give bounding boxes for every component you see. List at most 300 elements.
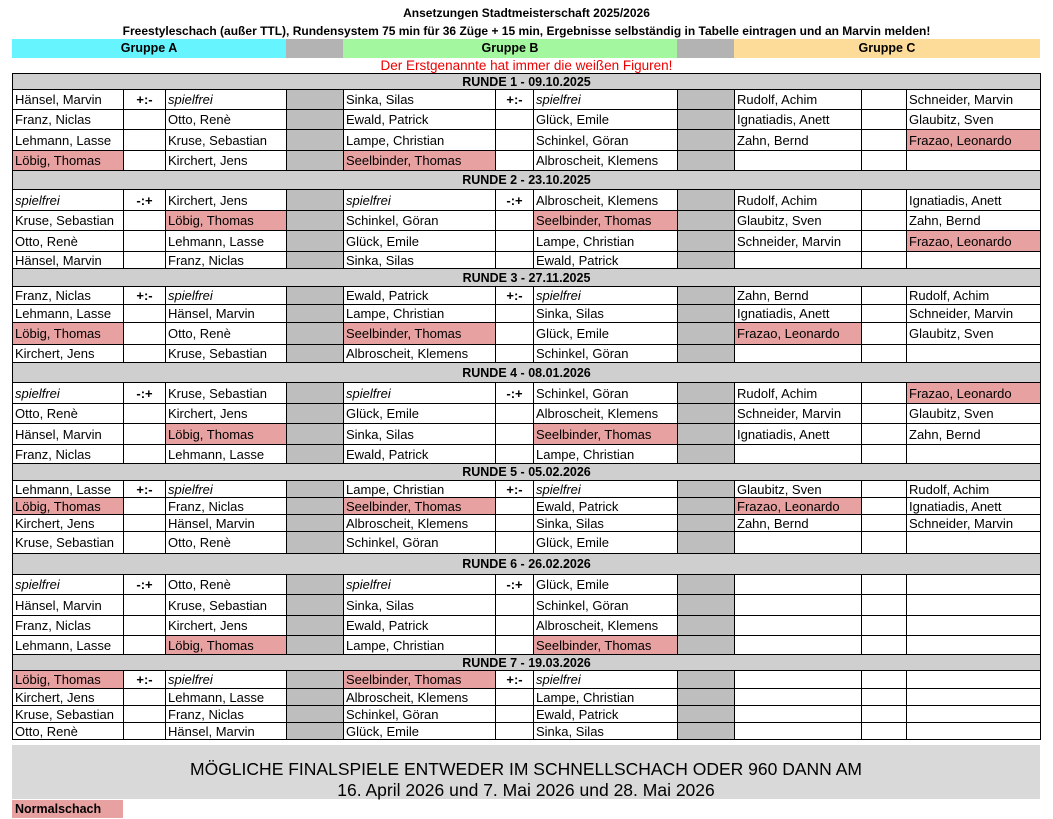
player-cell: Sinka, Silas — [534, 723, 678, 740]
separator-cell — [287, 211, 344, 231]
player-cell: Ignatiadis, Anett — [735, 110, 862, 130]
table-cell — [862, 130, 907, 151]
table-cell — [124, 723, 166, 740]
player-cell: Sinka, Silas — [534, 515, 678, 532]
table-cell — [735, 532, 862, 554]
table-cell — [862, 671, 907, 689]
table-cell — [124, 445, 166, 464]
table-cell — [862, 110, 907, 130]
separator-cell — [678, 636, 735, 655]
player-cell: Albroscheit, Klemens — [534, 616, 678, 636]
player-cell: Hänsel, Marvin — [13, 424, 124, 445]
player-cell: Kirchert, Jens — [13, 345, 124, 363]
player-cell: Kirchert, Jens — [166, 151, 287, 171]
player-cell: Otto, Renè — [13, 404, 124, 424]
table-cell — [907, 595, 1041, 616]
table-cell — [496, 723, 534, 740]
separator-cell — [287, 287, 344, 305]
player-cell: Rudolf, Achim — [735, 90, 862, 110]
table-row — [13, 616, 1041, 636]
table-cell — [124, 498, 166, 515]
player-cell: Lampe, Christian — [534, 445, 678, 464]
table-cell — [124, 636, 166, 655]
separator-cell — [287, 575, 344, 595]
player-cell: Franz, Niclas — [166, 706, 287, 723]
player-cell: spielfrei — [534, 90, 678, 110]
table-cell — [124, 345, 166, 363]
player-cell: Glück, Emile — [534, 532, 678, 554]
table-cell — [735, 689, 862, 706]
player-cell: Rudolf, Achim — [735, 190, 862, 211]
player-cell: Schneider, Marvin — [735, 231, 862, 252]
player-cell: Albroscheit, Klemens — [534, 404, 678, 424]
table-cell — [862, 90, 907, 110]
separator-cell — [678, 616, 735, 636]
table-row — [13, 190, 1041, 211]
table-cell — [862, 595, 907, 616]
table-cell — [735, 151, 862, 171]
table-cell — [907, 445, 1041, 464]
table-cell — [862, 345, 907, 363]
separator-cell — [287, 383, 344, 404]
player-cell: Seelbinder, Thomas — [344, 671, 496, 689]
player-cell: Schneider, Marvin — [907, 515, 1041, 532]
player-cell: Lampe, Christian — [344, 481, 496, 498]
player-cell: Sinka, Silas — [344, 595, 496, 616]
player-cell: Hänsel, Marvin — [166, 305, 287, 323]
separator-cell — [287, 424, 344, 445]
table-cell — [862, 383, 907, 404]
player-cell: Kirchert, Jens — [166, 616, 287, 636]
table-row — [13, 211, 1041, 231]
player-cell: Franz, Niclas — [13, 287, 124, 305]
separator-cell — [678, 595, 735, 616]
player-cell: Lampe, Christian — [344, 305, 496, 323]
player-cell: Frazao, Leonardo — [735, 323, 862, 345]
player-cell: Kirchert, Jens — [13, 515, 124, 532]
score-cell: -:+ — [124, 383, 166, 404]
table-cell — [124, 689, 166, 706]
player-cell: Lehmann, Lasse — [13, 481, 124, 498]
table-row — [13, 481, 1041, 498]
player-cell: Franz, Niclas — [13, 445, 124, 464]
table-cell — [907, 252, 1041, 269]
schedule-table — [12, 73, 1041, 740]
table-row — [13, 532, 1041, 554]
player-cell: Rudolf, Achim — [907, 287, 1041, 305]
round-title: RUNDE 1 - 09.10.2025 — [13, 74, 1041, 90]
table-cell — [862, 616, 907, 636]
separator-cell — [287, 532, 344, 554]
separator-cell — [678, 706, 735, 723]
table-cell — [862, 287, 907, 305]
table-row — [13, 445, 1041, 464]
separator-cell — [678, 404, 735, 424]
player-cell: Ignatiadis, Anett — [735, 424, 862, 445]
player-cell: Lehmann, Lasse — [13, 636, 124, 655]
table-cell — [735, 445, 862, 464]
player-cell: Ewald, Patrick — [344, 287, 496, 305]
table-cell — [735, 706, 862, 723]
group-separator — [286, 39, 343, 58]
table-cell — [496, 636, 534, 655]
player-cell: Kruse, Sebastian — [13, 211, 124, 231]
separator-cell — [678, 305, 735, 323]
separator-cell — [287, 252, 344, 269]
separator-cell — [678, 90, 735, 110]
player-cell: spielfrei — [344, 383, 496, 404]
table-row — [13, 90, 1041, 110]
player-cell: Löbig, Thomas — [13, 151, 124, 171]
score-cell: -:+ — [124, 575, 166, 595]
separator-cell — [287, 671, 344, 689]
player-cell: Seelbinder, Thomas — [344, 323, 496, 345]
round-title: RUNDE 7 - 19.03.2026 — [13, 655, 1041, 671]
table-cell — [907, 706, 1041, 723]
table-row — [13, 404, 1041, 424]
separator-cell — [287, 305, 344, 323]
table-cell — [862, 706, 907, 723]
separator-cell — [287, 723, 344, 740]
table-cell — [124, 515, 166, 532]
legend-normalschach: Normalschach — [12, 800, 123, 818]
player-cell: Ewald, Patrick — [344, 616, 496, 636]
notice-text: Der Erstgenannte hat immer die weißen Figuren! — [380, 58, 673, 73]
player-cell: Seelbinder, Thomas — [344, 151, 496, 171]
table-cell — [862, 636, 907, 655]
table-cell — [735, 616, 862, 636]
table-cell — [124, 305, 166, 323]
separator-cell — [678, 723, 735, 740]
player-cell: Hänsel, Marvin — [13, 252, 124, 269]
player-cell: Albroscheit, Klemens — [344, 515, 496, 532]
player-cell: Sinka, Silas — [344, 424, 496, 445]
player-cell: Glück, Emile — [534, 110, 678, 130]
player-cell: spielfrei — [534, 481, 678, 498]
table-cell — [496, 515, 534, 532]
separator-cell — [287, 616, 344, 636]
table-cell — [124, 130, 166, 151]
separator-cell — [287, 110, 344, 130]
table-cell — [496, 231, 534, 252]
player-cell: Löbig, Thomas — [166, 636, 287, 655]
player-cell: Seelbinder, Thomas — [344, 498, 496, 515]
player-cell: Schinkel, Göran — [534, 595, 678, 616]
player-cell: spielfrei — [13, 383, 124, 404]
player-cell: Kruse, Sebastian — [166, 383, 287, 404]
separator-cell — [678, 424, 735, 445]
player-cell: Ewald, Patrick — [534, 706, 678, 723]
separator-cell — [287, 498, 344, 515]
player-cell: Frazao, Leonardo — [907, 130, 1041, 151]
table-cell — [496, 532, 534, 554]
player-cell: Zahn, Bernd — [735, 130, 862, 151]
player-cell: Glück, Emile — [344, 231, 496, 252]
table-cell — [496, 404, 534, 424]
player-cell: Zahn, Bernd — [735, 515, 862, 532]
player-cell: Schinkel, Göran — [344, 211, 496, 231]
player-cell: Franz, Niclas — [166, 498, 287, 515]
separator-cell — [678, 190, 735, 211]
table-cell — [124, 110, 166, 130]
player-cell: Ignatiadis, Anett — [907, 498, 1041, 515]
round-title: RUNDE 5 - 05.02.2026 — [13, 464, 1041, 481]
player-cell: Sinka, Silas — [534, 305, 678, 323]
player-cell: Glaubitz, Sven — [907, 323, 1041, 345]
player-cell: Albroscheit, Klemens — [344, 345, 496, 363]
table-cell — [862, 481, 907, 498]
table-cell — [496, 345, 534, 363]
player-cell: Franz, Niclas — [166, 252, 287, 269]
round-header — [13, 655, 1041, 671]
player-cell: Hänsel, Marvin — [166, 515, 287, 532]
table-cell — [124, 424, 166, 445]
score-cell: +:- — [124, 481, 166, 498]
separator-cell — [678, 383, 735, 404]
player-cell: Otto, Renè — [166, 110, 287, 130]
separator-cell — [678, 231, 735, 252]
player-cell: Frazao, Leonardo — [907, 231, 1041, 252]
player-cell: spielfrei — [344, 190, 496, 211]
player-cell: Glaubitz, Sven — [907, 110, 1041, 130]
table-cell — [862, 575, 907, 595]
table-row — [13, 383, 1041, 404]
player-cell: Kruse, Sebastian — [13, 706, 124, 723]
separator-cell — [287, 445, 344, 464]
separator-cell — [287, 90, 344, 110]
score-cell: -:+ — [496, 575, 534, 595]
player-cell: Frazao, Leonardo — [907, 383, 1041, 404]
score-cell: +:- — [496, 481, 534, 498]
player-cell: Schneider, Marvin — [735, 404, 862, 424]
table-cell — [862, 532, 907, 554]
score-cell: -:+ — [496, 383, 534, 404]
table-cell — [862, 404, 907, 424]
table-row — [13, 595, 1041, 616]
player-cell: Sinka, Silas — [344, 252, 496, 269]
table-cell — [907, 532, 1041, 554]
final-games-line-1: MÖGLICHE FINALSPIELE ENTWEDER IM SCHNELLSCHACH ODER 960 DANN AM — [190, 759, 862, 779]
score-cell: +:- — [496, 287, 534, 305]
table-row — [13, 498, 1041, 515]
separator-cell — [678, 287, 735, 305]
table-cell — [862, 445, 907, 464]
player-cell: Ewald, Patrick — [344, 110, 496, 130]
table-row — [13, 575, 1041, 595]
player-cell: Schinkel, Göran — [534, 130, 678, 151]
separator-cell — [287, 515, 344, 532]
group-a-header: Gruppe A — [12, 39, 286, 58]
player-cell: Hänsel, Marvin — [166, 723, 287, 740]
table-row — [13, 689, 1041, 706]
player-cell: Kruse, Sebastian — [166, 345, 287, 363]
table-cell — [124, 404, 166, 424]
player-cell: spielfrei — [166, 481, 287, 498]
player-cell: Kruse, Sebastian — [166, 130, 287, 151]
player-cell: Glaubitz, Sven — [735, 211, 862, 231]
table-cell — [907, 723, 1041, 740]
score-cell: +:- — [124, 90, 166, 110]
player-cell: Lampe, Christian — [344, 636, 496, 655]
player-cell: Schneider, Marvin — [907, 305, 1041, 323]
player-cell: Franz, Niclas — [13, 616, 124, 636]
score-cell: +:- — [496, 90, 534, 110]
separator-cell — [287, 636, 344, 655]
player-cell: spielfrei — [534, 287, 678, 305]
page-title: Ansetzungen Stadtmeisterschaft 2025/2026 — [403, 6, 650, 20]
table-cell — [907, 151, 1041, 171]
table-cell — [124, 231, 166, 252]
table-cell — [862, 211, 907, 231]
round-title: RUNDE 2 - 23.10.2025 — [13, 171, 1041, 190]
player-cell: Otto, Renè — [166, 532, 287, 554]
separator-cell — [678, 575, 735, 595]
table-cell — [124, 706, 166, 723]
player-cell: Seelbinder, Thomas — [534, 636, 678, 655]
round-header — [13, 171, 1041, 190]
player-cell: Otto, Renè — [166, 575, 287, 595]
table-cell — [124, 532, 166, 554]
player-cell: Otto, Renè — [13, 723, 124, 740]
player-cell: Sinka, Silas — [344, 90, 496, 110]
player-cell: Lampe, Christian — [534, 231, 678, 252]
separator-cell — [678, 689, 735, 706]
round-title: RUNDE 3 - 27.11.2025 — [13, 269, 1041, 287]
player-cell: Hänsel, Marvin — [13, 90, 124, 110]
table-row — [13, 151, 1041, 171]
player-cell: Kirchert, Jens — [166, 404, 287, 424]
player-cell: Albroscheit, Klemens — [344, 689, 496, 706]
separator-cell — [287, 323, 344, 345]
player-cell: Schinkel, Göran — [534, 383, 678, 404]
table-row — [13, 723, 1041, 740]
score-cell: -:+ — [496, 190, 534, 211]
score-cell: +:- — [496, 671, 534, 689]
player-cell: Ignatiadis, Anett — [735, 305, 862, 323]
player-cell: Albroscheit, Klemens — [534, 190, 678, 211]
player-cell: Löbig, Thomas — [13, 498, 124, 515]
table-row — [13, 323, 1041, 345]
player-cell: Löbig, Thomas — [166, 211, 287, 231]
player-cell: Lehmann, Lasse — [13, 130, 124, 151]
table-cell — [907, 636, 1041, 655]
player-cell: Ewald, Patrick — [534, 252, 678, 269]
table-cell — [862, 424, 907, 445]
round-header — [13, 554, 1041, 575]
table-cell — [862, 323, 907, 345]
round-header — [13, 269, 1041, 287]
player-cell: Ewald, Patrick — [344, 445, 496, 464]
table-cell — [862, 231, 907, 252]
table-cell — [735, 345, 862, 363]
player-cell: Lehmann, Lasse — [166, 231, 287, 252]
player-cell: Kruse, Sebastian — [13, 532, 124, 554]
table-row — [13, 305, 1041, 323]
separator-cell — [287, 706, 344, 723]
round-title: RUNDE 4 - 08.01.2026 — [13, 363, 1041, 383]
table-cell — [496, 110, 534, 130]
score-cell: +:- — [124, 671, 166, 689]
final-games-line-2: 16. April 2026 und 7. Mai 2026 und 28. Mai 2026 — [337, 780, 715, 800]
table-cell — [862, 190, 907, 211]
player-cell: spielfrei — [344, 575, 496, 595]
table-cell — [907, 616, 1041, 636]
player-cell: spielfrei — [166, 671, 287, 689]
separator-cell — [678, 532, 735, 554]
separator-cell — [678, 110, 735, 130]
separator-cell — [287, 345, 344, 363]
player-cell: Zahn, Bernd — [907, 424, 1041, 445]
separator-cell — [678, 211, 735, 231]
group-separator — [677, 39, 734, 58]
score-cell: +:- — [124, 287, 166, 305]
player-cell: Seelbinder, Thomas — [534, 424, 678, 445]
table-cell — [124, 211, 166, 231]
table-row — [13, 231, 1041, 252]
table-cell — [496, 211, 534, 231]
separator-cell — [678, 345, 735, 363]
player-cell: spielfrei — [534, 671, 678, 689]
table-cell — [496, 445, 534, 464]
table-cell — [907, 575, 1041, 595]
player-cell: Lampe, Christian — [344, 130, 496, 151]
player-cell: spielfrei — [13, 190, 124, 211]
player-cell: Rudolf, Achim — [735, 383, 862, 404]
table-cell — [907, 689, 1041, 706]
table-row — [13, 706, 1041, 723]
table-cell — [862, 498, 907, 515]
table-cell — [124, 252, 166, 269]
player-cell: Ewald, Patrick — [534, 498, 678, 515]
table-row — [13, 671, 1041, 689]
table-cell — [735, 671, 862, 689]
player-cell: Otto, Renè — [13, 231, 124, 252]
table-row — [13, 130, 1041, 151]
table-row — [13, 110, 1041, 130]
player-cell: spielfrei — [166, 90, 287, 110]
player-cell: Glaubitz, Sven — [907, 404, 1041, 424]
round-header — [13, 363, 1041, 383]
separator-cell — [678, 445, 735, 464]
table-cell — [496, 706, 534, 723]
separator-cell — [678, 481, 735, 498]
table-cell — [496, 305, 534, 323]
separator-cell — [287, 595, 344, 616]
table-cell — [735, 723, 862, 740]
player-cell: Schneider, Marvin — [907, 90, 1041, 110]
player-cell: Glück, Emile — [534, 323, 678, 345]
player-cell: Seelbinder, Thomas — [534, 211, 678, 231]
table-cell — [496, 595, 534, 616]
player-cell: Ignatiadis, Anett — [907, 190, 1041, 211]
table-cell — [735, 595, 862, 616]
table-cell — [124, 323, 166, 345]
separator-cell — [287, 404, 344, 424]
table-cell — [735, 636, 862, 655]
player-cell: Kirchert, Jens — [166, 190, 287, 211]
table-cell — [735, 252, 862, 269]
player-cell: Glück, Emile — [344, 404, 496, 424]
player-cell: Glück, Emile — [534, 575, 678, 595]
table-cell — [496, 323, 534, 345]
group-c-header: Gruppe C — [734, 39, 1040, 58]
table-cell — [496, 424, 534, 445]
player-cell: Löbig, Thomas — [166, 424, 287, 445]
final-games-note — [12, 745, 1040, 799]
player-cell: Frazao, Leonardo — [735, 498, 862, 515]
player-cell: spielfrei — [166, 287, 287, 305]
player-cell: Franz, Niclas — [13, 110, 124, 130]
